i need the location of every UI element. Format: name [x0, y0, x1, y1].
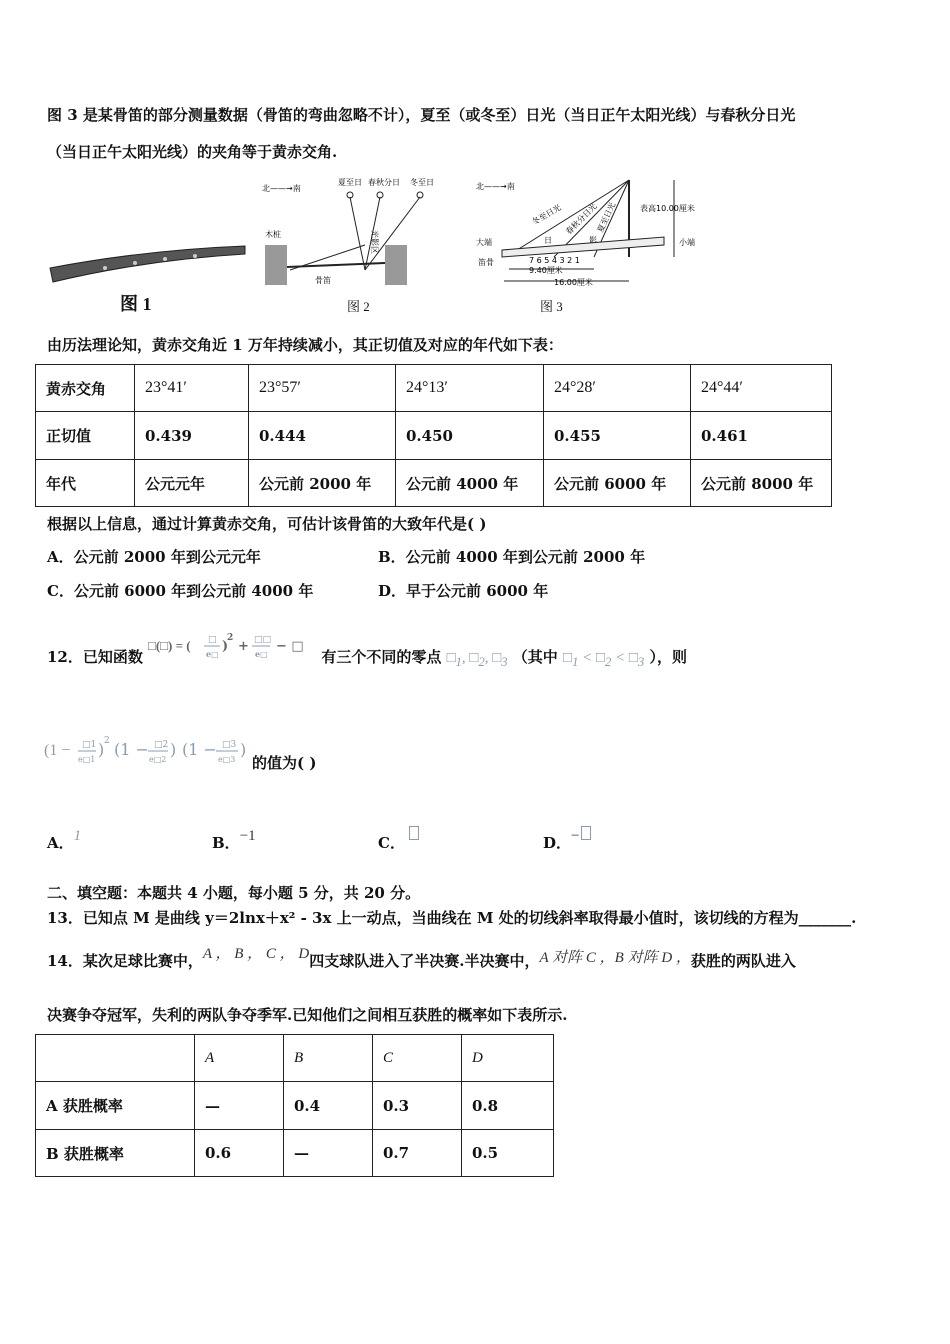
figure-2-diagram	[260, 175, 440, 295]
fig2-shadow-label: 光影区	[370, 230, 379, 254]
svg-text:): )	[98, 740, 105, 759]
cell: 23°41′	[135, 365, 249, 412]
cell: 23°57′	[249, 365, 396, 412]
q12-function-formula	[148, 630, 316, 666]
cell: 公元元年	[135, 460, 249, 507]
q11-option-a[interactable]: A．公元前 2000 年到公元元年	[47, 548, 261, 566]
fig3-small-end: 小端	[679, 238, 695, 247]
q11-option-c[interactable]: C．公元前 6000 年到公元前 4000 年	[47, 582, 314, 600]
svg-text:(1 −: (1 −	[44, 742, 71, 759]
intro-line-1: 图 3 是某骨笛的部分测量数据（骨笛的弯曲忽略不计），夏至（或冬至）日光（当日正午太阳光线）与春秋分日光	[47, 106, 796, 124]
fig2-north-south: 北——→南	[262, 184, 301, 193]
probability-table	[35, 1034, 554, 1177]
cell: 0.5	[462, 1130, 554, 1177]
table1-lead: 由历法理论知，黄赤交角近 1 万年持续减小，其正切值及对应的年代如下表：	[47, 336, 563, 354]
q12-paren: （其中	[512, 648, 558, 666]
q12-order: $□_1$ < $□_2$ < $□_3$	[563, 650, 645, 669]
svg-text:e□2: e□2	[149, 755, 167, 764]
q12-option-c-label: C．	[378, 834, 405, 852]
intro-line-2: （当日正午太阳光线）的夹角等于黄赤交角.	[47, 143, 338, 161]
q14-teams: A ， B ， C ， D	[202, 946, 310, 962]
svg-text:e□: e□	[206, 649, 219, 659]
q12-option-b-value: −1	[239, 828, 256, 844]
q14-vs2: B 对阵 D ，	[614, 950, 691, 966]
svg-text:□3: □3	[222, 740, 237, 750]
q12-zeros: $□_1$, $□_2$, $□_3$	[446, 650, 508, 669]
q12-option-b[interactable]	[212, 828, 256, 853]
svg-text:(1 −: (1 −	[182, 740, 217, 759]
q12-option-a[interactable]	[47, 828, 82, 853]
svg-text:): )	[240, 740, 247, 759]
q14-semis: 四支球队进入了半决赛.半决赛中，	[309, 952, 540, 970]
svg-text:): )	[170, 740, 177, 759]
cell: 正切值	[36, 412, 135, 460]
cell	[36, 1035, 195, 1082]
q12-option-c[interactable]	[378, 832, 419, 853]
cell: 0.6	[195, 1130, 284, 1177]
fig3-shadow-label: 影	[589, 236, 597, 245]
cell: D	[462, 1035, 554, 1082]
cell: 0.444	[249, 412, 396, 460]
q12-option-d[interactable]	[543, 828, 591, 853]
q12-option-b-label: B．	[212, 834, 240, 852]
fig3-height-label: 表高10.00厘米	[640, 204, 695, 213]
svg-text:− □: − □	[276, 639, 304, 654]
fig2-post-label: 木桩	[265, 230, 281, 239]
q12-suffix: ），则	[649, 648, 687, 666]
svg-text:e□: e□	[255, 649, 268, 659]
q12-option-d-value: −	[571, 828, 580, 844]
cell: 公元前 2000 年	[249, 460, 396, 507]
q14-line-2: 决赛争夺冠军，失利的两队争夺季军.已知他们之间相互获胜的概率如下表所示.	[47, 1006, 568, 1024]
q14-winners: 获胜的两队进入	[690, 952, 796, 970]
cell: —	[195, 1082, 284, 1130]
fig2-winter-label: 冬至日	[410, 178, 434, 187]
svg-text:2: 2	[227, 633, 234, 643]
figure-3-caption: 图 3	[540, 299, 563, 314]
fig3-winter-light: 冬至日光	[530, 202, 563, 227]
fig3-big-end: 大端	[476, 238, 492, 247]
svg-text:2: 2	[104, 736, 110, 746]
svg-text:): )	[222, 639, 229, 654]
fig2-equinox-label: 春秋分日	[368, 178, 400, 187]
fig3-summer-light: 夏至日光	[595, 201, 618, 234]
cell: 0.4	[284, 1082, 373, 1130]
q12-stem	[47, 630, 687, 669]
q14-line-1	[47, 946, 796, 971]
figure-2-caption: 图 2	[347, 299, 370, 314]
cell: 0.455	[544, 412, 691, 460]
q12-middle: 有三个不同的零点	[321, 648, 442, 666]
q11-option-d[interactable]: D．早于公元前 6000 年	[378, 582, 549, 600]
cell: 黄赤交角	[36, 365, 135, 412]
q12-option-c-value	[409, 826, 419, 840]
fig3-ticks: 7 6 5 4 3 2 1	[529, 256, 580, 265]
cell: 0.439	[135, 412, 249, 460]
obliquity-table	[35, 364, 832, 507]
q13: 13．已知点 M 是曲线 y＝2lnx＋x² - 3x 上一动点，当曲线在 M 处的切线斜率取得最小值时，该切线的方程为_______.	[47, 909, 857, 927]
cell: 年代	[36, 460, 135, 507]
cell: 0.3	[373, 1082, 462, 1130]
cell: 0.8	[462, 1082, 554, 1130]
svg-text:(1 −: (1 −	[114, 740, 149, 759]
cell: 公元前 8000 年	[691, 460, 832, 507]
cell: 0.7	[373, 1130, 462, 1177]
q12-value-text: 的值为( )	[252, 754, 317, 772]
svg-text:□(□) = (: □(□) = (	[148, 638, 191, 653]
q12-option-d-box	[581, 826, 591, 840]
figure-3-diagram	[474, 175, 714, 295]
fig3-len1: 9.40厘米	[529, 266, 563, 275]
q12-option-a-label: A．	[47, 834, 74, 852]
fig2-summer-label: 夏至日	[338, 178, 362, 187]
cell: C	[373, 1035, 462, 1082]
cell: A	[195, 1035, 284, 1082]
fig2-bone-label: 骨笛	[315, 276, 331, 285]
q14-vs1: A 对阵 C ，	[539, 950, 615, 966]
q12-option-d-label: D．	[543, 834, 572, 852]
cell: B	[284, 1035, 373, 1082]
q12-expression-formula	[44, 733, 249, 773]
figure-1-caption: 图 1	[120, 294, 152, 314]
cell: B 获胜概率	[36, 1130, 195, 1177]
q14-intro: 14．某次足球比赛中，	[47, 952, 203, 970]
cell: 0.461	[691, 412, 832, 460]
cell: 公元前 6000 年	[544, 460, 691, 507]
svg-text:e□3: e□3	[218, 755, 236, 764]
cell: 24°44′	[691, 365, 832, 412]
svg-text:□1: □1	[82, 740, 97, 750]
q11-option-b[interactable]: B．公元前 4000 年到公元前 2000 年	[378, 548, 646, 566]
fig3-sun-label: 日	[544, 236, 552, 245]
cell: 公元前 4000 年	[396, 460, 544, 507]
figure-1-bone-flute	[45, 238, 255, 298]
cell: 24°28′	[544, 365, 691, 412]
section-2-heading: 二、填空题：本题共 4 小题，每小题 5 分，共 20 分。	[47, 884, 421, 902]
svg-text:□2: □2	[154, 740, 169, 750]
svg-text:+: +	[238, 639, 250, 654]
cell: A 获胜概率	[36, 1082, 195, 1130]
q12-prefix: 12．已知函数	[47, 648, 143, 666]
svg-text:e□1: e□1	[78, 755, 96, 764]
cell: —	[284, 1130, 373, 1177]
q11-question: 根据以上信息，通过计算黄赤交角，可估计该骨笛的大致年代是( )	[47, 515, 487, 533]
svg-text:□: □	[208, 635, 217, 645]
svg-text:□□: □□	[254, 635, 272, 645]
cell: 24°13′	[396, 365, 544, 412]
fig3-equinox-light: 春秋分日光	[564, 201, 599, 237]
cell: 0.450	[396, 412, 544, 460]
q12-option-a-value: 1	[73, 828, 82, 844]
fig3-flute-label: 笛骨	[478, 258, 494, 267]
fig3-len2: 16.00厘米	[554, 278, 593, 287]
fig3-north-south: 北——→南	[476, 182, 515, 191]
